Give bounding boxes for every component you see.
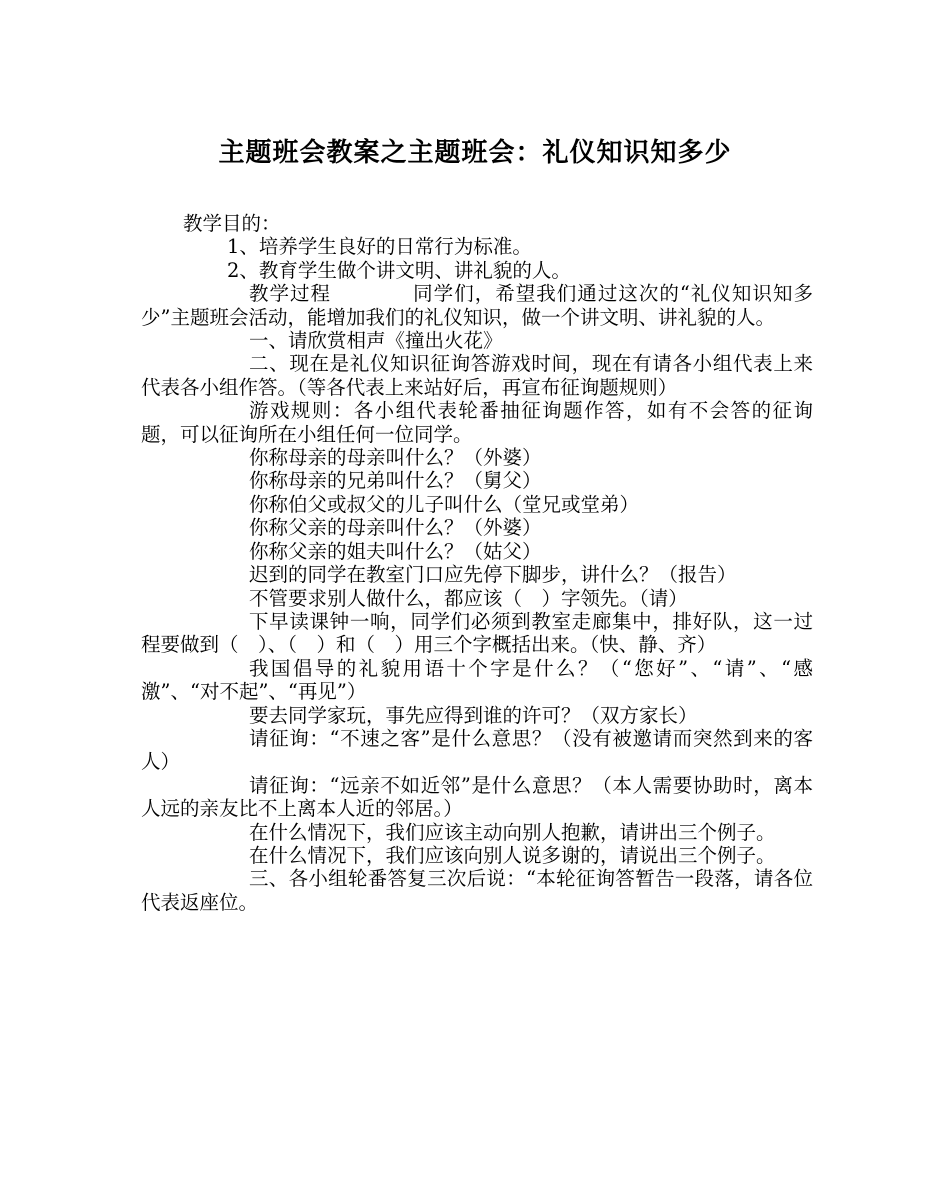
paragraph: 你称母亲的母亲叫什么？（外婆） [249,446,542,470]
paragraph: 你称父亲的姐夫叫什么？（姑父） [249,539,542,563]
paragraph: 三、各小组轮番答复三次后说：“本轮征询答暂告一段落，请各位代表返座位。 [141,867,813,914]
paragraph: 你称父亲的母亲叫什么？（外婆） [249,516,542,540]
document-body [141,212,813,914]
paragraph: 你称母亲的兄弟叫什么？（舅父） [249,469,542,493]
paragraph: 一、请欣赏相声《撞出火花》 [249,329,503,353]
paragraph: 2、教育学生做个讲文明、讲礼貌的人。 [227,258,571,282]
paragraph: 下早读课钟一响，同学们必须到教室走廊集中，排好队，这一过程要做到（ ）、（ ）和（ ）用三个字概括出来。（快、静、齐） [141,609,813,657]
paragraph: 请征询：“远亲不如近邻”是什么意思？（本人需要协助时，离本人远的亲友比不上离本人近的邻居。） [141,773,813,821]
paragraph: 游戏规则：各小组代表轮番抽征询题作答，如有不会答的征询题，可以征询所在小组任何一位同学。 [141,399,813,446]
paragraph: 在什么情况下，我们应该向别人说多谢的，请说出三个例子。 [249,843,776,867]
paragraph: 不管要求别人做什么，都应该（ ）字领先。（请） [249,586,688,610]
paragraph: 要去同学家玩，事先应得到谁的许可？（双方家长） [249,703,698,727]
document-title: 主题班会教案之主题班会：礼仪知识知多少 [218,138,732,168]
paragraph: 迟到的同学在教室门口应先停下脚步，讲什么？（报告） [249,563,737,587]
paragraph: 二、现在是礼仪知识征询答游戏时间，现在有请各小组代表上来代表各小组作答。（等各代表上来站好后，再宣布征询题规则） [141,352,813,399]
paragraph: 请征询：“不速之客”是什么意思？（没有被邀请而突然到来的客人） [141,726,813,774]
paragraph: 我国倡导的礼貌用语十个字是什么？（“您好”、“请”、“感激”、“对不起”、“再见”） [141,656,813,704]
paragraph: 1、培养学生良好的日常行为标准。 [227,235,532,259]
paragraph: 教学目的： [183,212,281,235]
paragraph: 你称伯父或叔父的儿子叫什么（堂兄或堂弟） [249,492,640,516]
paragraph: 教学过程 同学们，希望我们通过这次的“礼仪知识知多少”主题班会活动，能增加我们的礼仪知识，做一个讲文明、讲礼貌的人。 [141,282,813,329]
paragraph: 在什么情况下，我们应该主动向别人抱歉，请讲出三个例子。 [249,820,776,844]
